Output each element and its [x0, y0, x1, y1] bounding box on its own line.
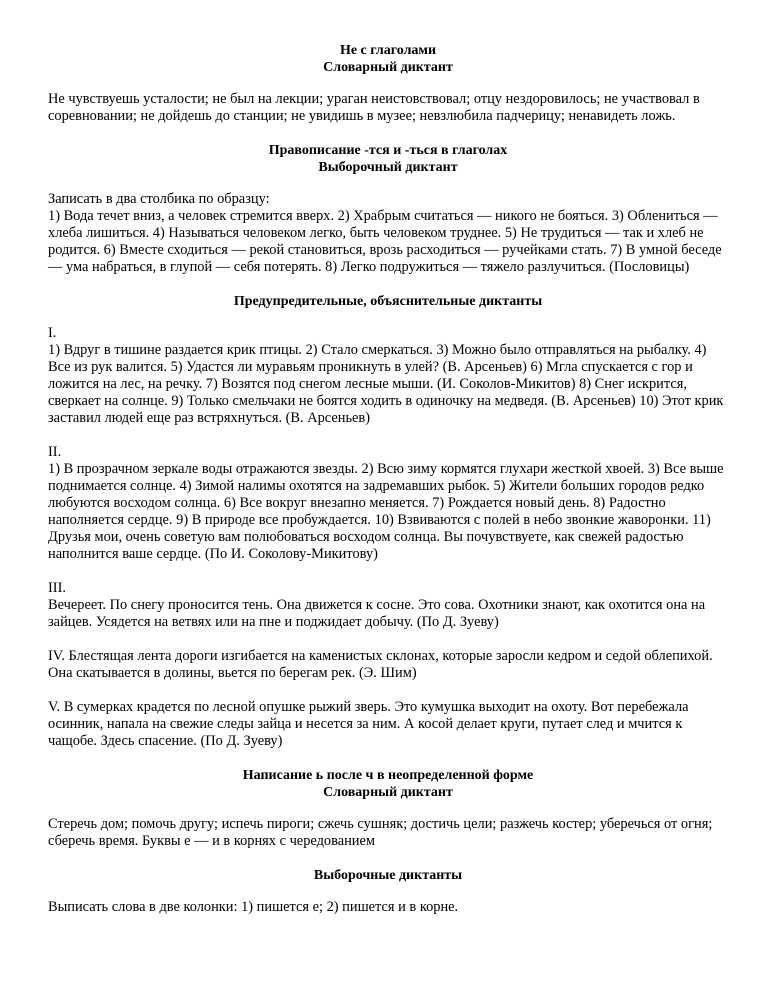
paragraph-part-1: I. 1) Вдруг в тишине раздается крик птицы. 2) Стало смеркаться. 3) Можно было отправляться на рыбалку. 4) Все из рук валится. 5) Удастся ли муравьям проникнуть в улей? (В. Арсеньев) 6) Мгла спускается с гор и ложится на лес, на речку. 7) Возятся под снегом лесные мыши. (И. Соколов-Микитов) 8) Снег искрится, сверкает на солнце. 9) Только смельчаки не боятся ходить в одиночку на медведя. (В. Арсеньев) 10) Этот крик заставил людей еще раз встряхнуться. (В. Арсеньев) [48, 325, 724, 426]
paragraph: Не чувствуешь усталости; не был на лекции; ураган неистовствовал; отцу нездоровилось; не участвовал в соревновании; не дойдешь до станции; не увидишь в музее; невзлюбила падчерицу; ненавидеть ложь. [48, 91, 700, 124]
section-myagkiy-znak-posle-ch [48, 767, 728, 867]
paragraph-part-2: II. 1) В прозрачном зеркале воды отражаются звезды. 2) Всю зиму кормятся глухари жесткой хвоей. 3) Все выше поднимается солнце. 4) Зимой налимы охотятся на задремавших рыбок. 5) Жители больших городов редко любуются восходом солнца. 6) Все вокруг внезапно меняется. 7) Рождается новый день. 8) Радостно наполняется сердце. 9) В природе все пробуждается. 10) Взвиваются с полей в небо звонкие жаворонки. 11) Друзья мои, очень советую вам полюбоваться восходом солнца. Вы почувствуете, как свежей радостью наполнится ваше сердце. (По И. Соколову-Микитову) [48, 444, 724, 562]
section-vyborochnye-diktanty [48, 867, 728, 916]
paragraph-part-5: V. В сумерках крадется по лесной опушке рыжий зверь. Это кумушка выходит на охоту. Вот перебежала осинник, напала на свежие следы зайца и несется за ним. А косой делает круги, путает след и мчится к чащобе. Здесь спасение. (По Д. Зуеву) [48, 699, 689, 749]
paragraph-part-3: III. Вечереет. По снегу проносится тень. Она движется к сосне. Это сова. Охотники знают, как охотится она на зайцев. Усядется на ветвях или на пне и поджидает добычу. (По Д. Зуеву) [48, 580, 706, 630]
heading-line: Словарный диктант [323, 785, 453, 800]
section-heading [48, 293, 728, 310]
heading-line: Выборочный диктант [318, 160, 458, 175]
heading-line: Правописание -тся и -ться в глаголах [268, 143, 508, 158]
section-heading [48, 867, 728, 884]
paragraph-part-4: IV. Блестящая лента дороги изгибается на каменистых склонах, которые заросли кедром и седой облепихой. Она скатывается в долины, вьется по берегам рек. (Э. Шим) [48, 648, 713, 681]
section-heading [48, 142, 728, 176]
section-tsya-tsya [48, 142, 728, 293]
paragraph: Стеречь дом; помочь другу; испечь пироги; сжечь сушняк; достичь цели; разжечь костер; уберечься от огня; сберечь время. Буквы е — и в корнях с чередованием [48, 816, 713, 849]
heading-line: Написание ь после ч в неопределенной форме [242, 768, 534, 783]
paragraph: Записать в два столбика по образцу: 1) Вода течет вниз, а человек стремится вверх. 2) Храбрым считаться — никого не бояться. 3) Облениться — хлеба лишиться. 4) Называться человеком легко, быть человеком труднее. 5) Не трудиться — так и хлеб не родится. 6) Вместе сходиться — рекой становиться, врозь расходиться — ручейками стать. 7) В умной беседе — ума набраться, в глупой — себя потерять. 8) Легко подружиться — тяжело разлучиться. (Пословицы) [48, 191, 722, 275]
heading-line: Выборочные диктанты [313, 868, 463, 883]
heading-line: Словарный диктант [323, 60, 453, 75]
document-page [48, 42, 728, 916]
section-heading [48, 42, 728, 76]
paragraph: Выписать слова в две колонки: 1) пишется е; 2) пишется и в корне. [48, 899, 459, 915]
heading-line: Не с глаголами [339, 43, 437, 58]
section-heading [48, 767, 728, 801]
section-ne-s-glagolami [48, 42, 728, 142]
section-preduprezhdayushchie [48, 293, 728, 767]
heading-line: Предупредительные, объяснительные диктанты [233, 294, 543, 309]
